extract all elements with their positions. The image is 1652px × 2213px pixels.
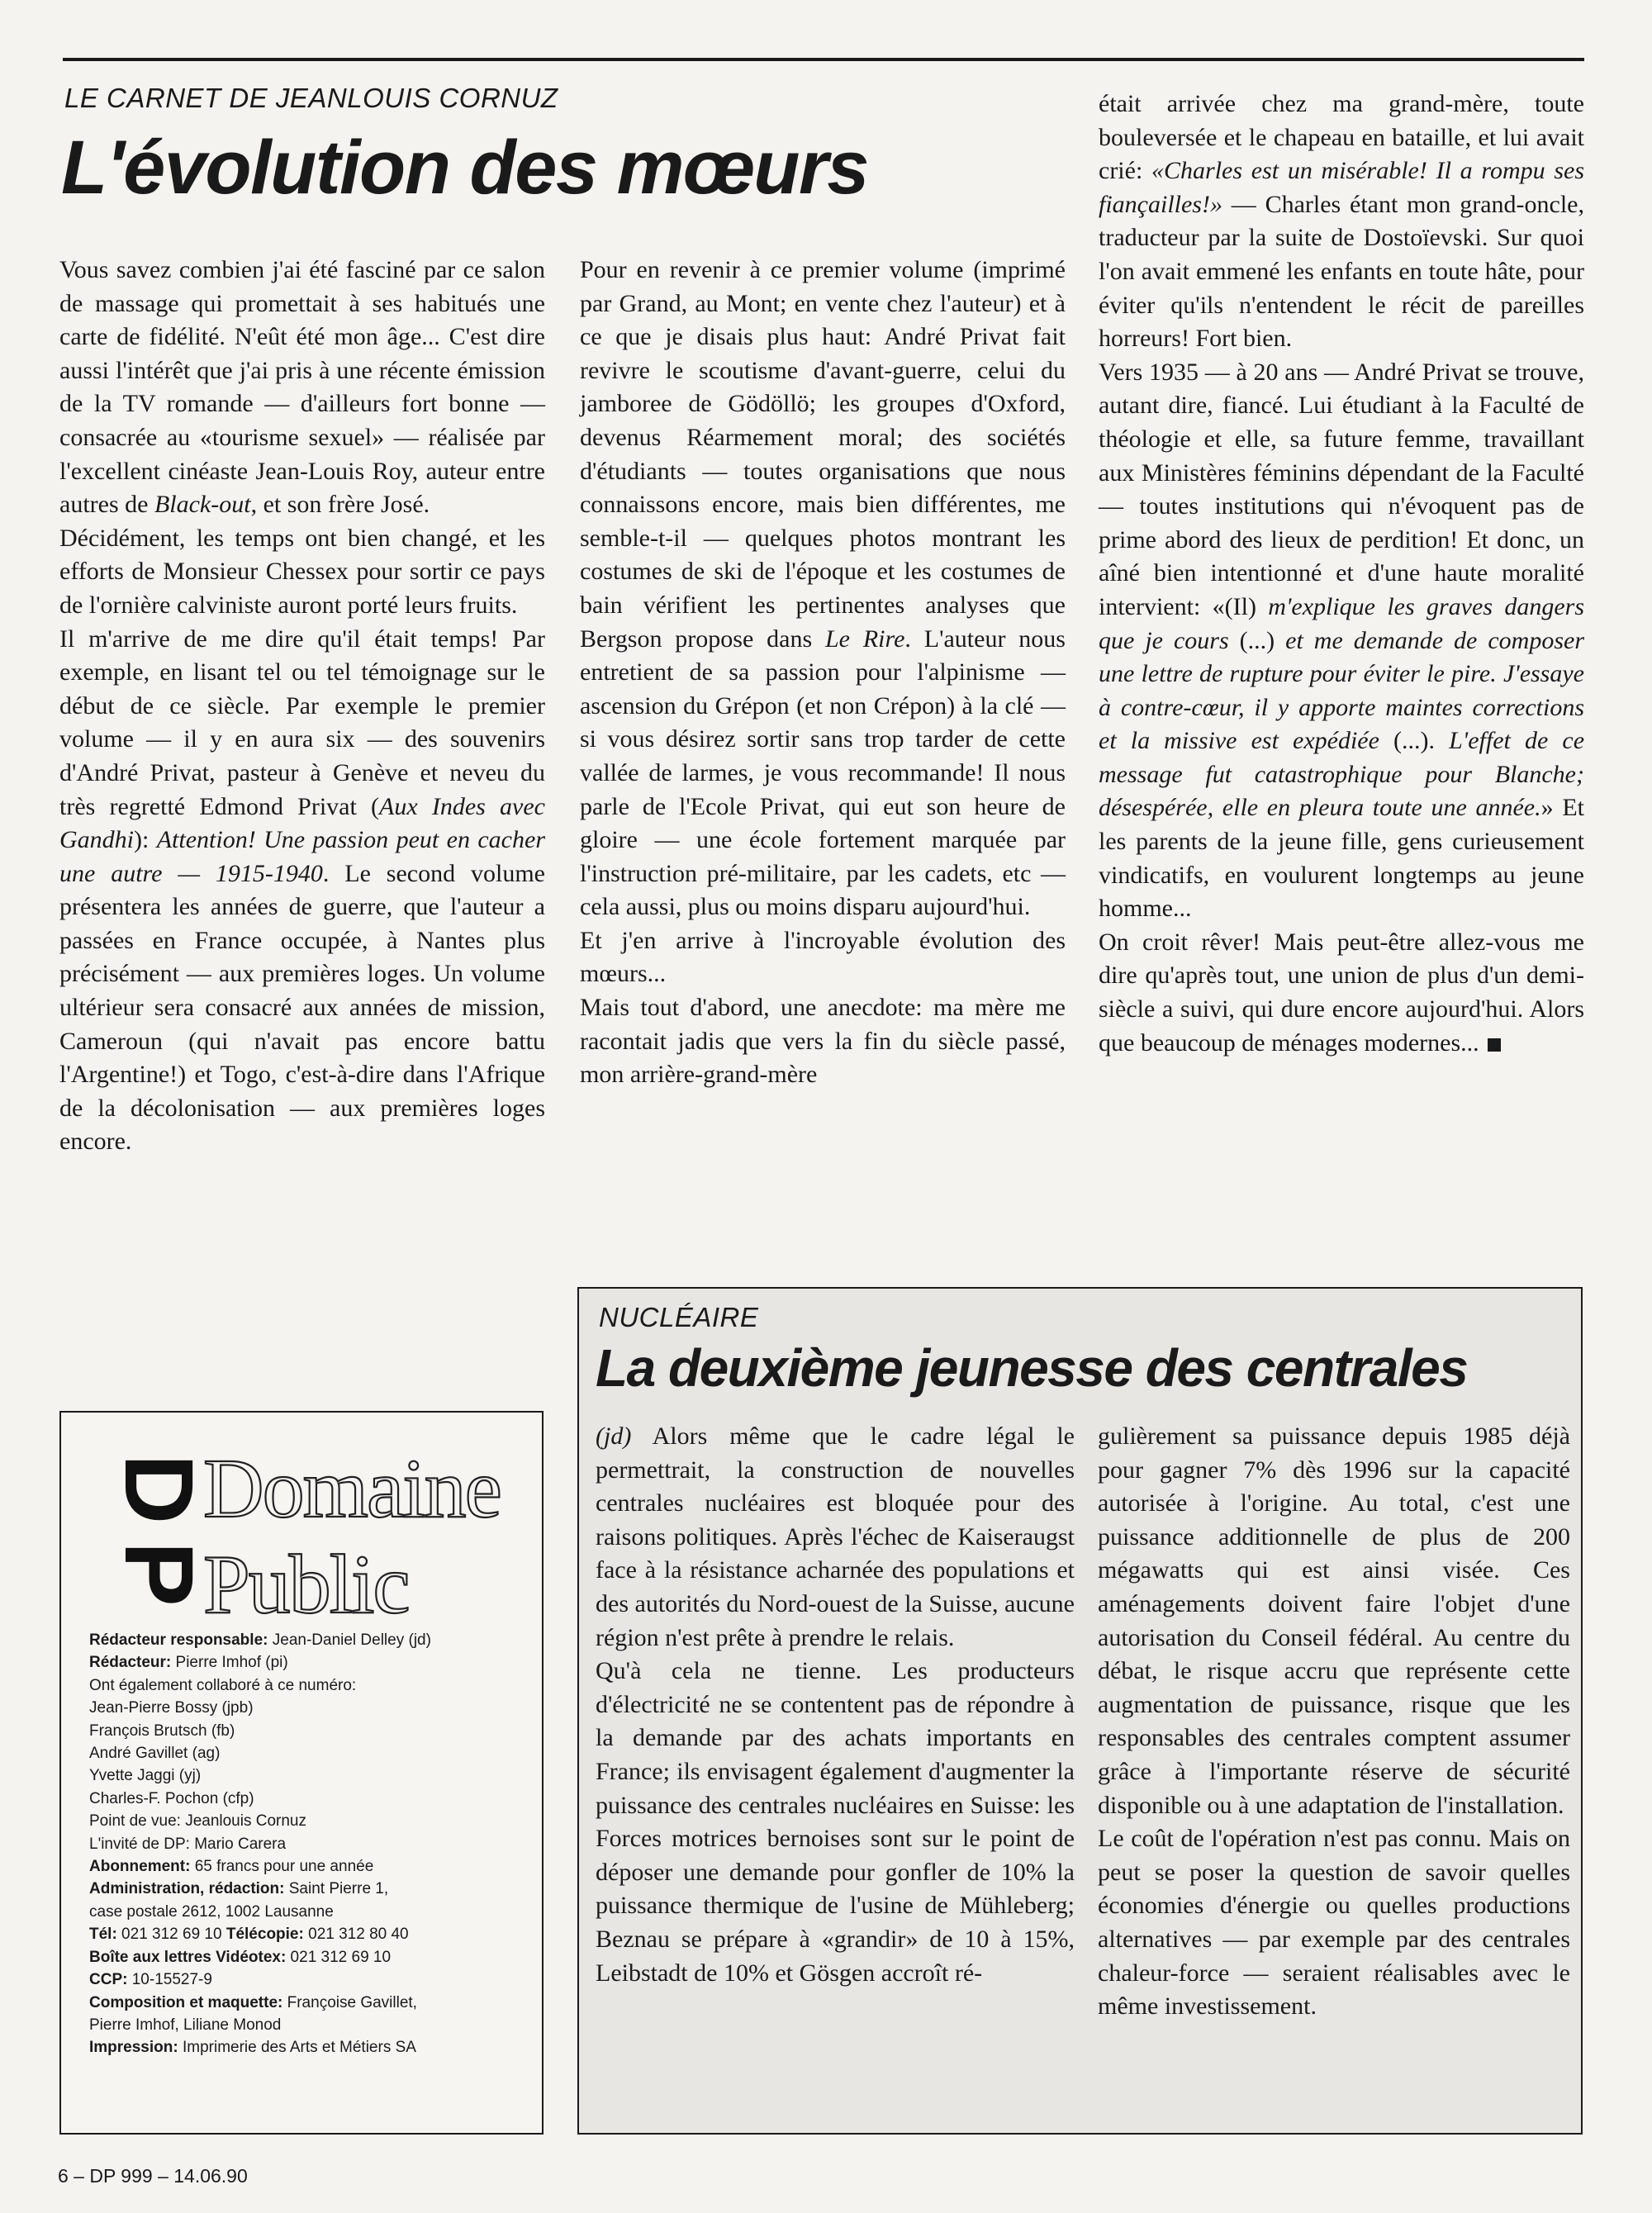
carnet-column-3 <box>1099 88 1584 1060</box>
domaine-public-wordmark <box>202 1434 532 1632</box>
masthead-line: Rédacteur: Pierre Imhof (pi) <box>89 1654 288 1672</box>
paragraph: était arrivée chez ma grand-mère, toute bouleversée et le chapeau en bataille, et lui avait crié: «Charles est un misérable! Il a rompu ses fiançailles!» — Charles étant mon grand-oncle, traducteur par la suite de Dostoïevski. Sur quoi l'on avait emmené les enfants en toute hâte, pour éviter qu'ils n'entendent le récit de pareilles horreurs! Fort bien. <box>1099 90 1585 353</box>
masthead-credits <box>89 1629 519 2059</box>
page-footer: 6 – DP 999 – 14.06.90 <box>58 2165 248 2187</box>
carnet-column-1 <box>59 254 545 1159</box>
masthead-line: André Gavillet (ag) <box>89 1745 221 1763</box>
nucleaire-kicker: NUCLÉAIRE <box>599 1302 759 1332</box>
paragraph: (jd) Alors même que le cadre légal le permettrait, la construction de nouvelles centrales nucléaires est bloquée pour des raisons politiques. Après l'échec de Kaiseraugst face à la résistance acharnée des populations et des autorités du Nord-ouest de la Suisse, aucune région n'est prête à prendre le relais. <box>596 1422 1075 1651</box>
paragraph: Le coût de l'opération n'est pas connu. Mais on peut se poser la question de savoir quelles économies d'énergie ou quelles productions alternatives — par exemple par des centrales chaleur-force — seraient réalisables avec le même investissement. <box>1098 1825 1570 2021</box>
nucleaire-box <box>577 1287 1583 2135</box>
masthead-line: Rédacteur responsable: Jean-Daniel Delley (jd) <box>89 1631 431 1649</box>
masthead-box <box>59 1411 544 2135</box>
end-square-icon <box>1488 1038 1501 1052</box>
nucleaire-column-1 <box>596 1420 1075 1990</box>
masthead-line: Yvette Jaggi (yj) <box>89 1767 202 1785</box>
masthead-line: CCP: 10-15527-9 <box>89 1971 212 1989</box>
masthead-line: Composition et maquette: Françoise Gavillet, <box>89 1993 417 2011</box>
nucleaire-title: La deuxième jeunesse des centrales <box>596 1338 1468 1398</box>
wordmark-public: Public <box>203 1538 409 1631</box>
masthead-line: case postale 2612, 1002 Lausanne <box>89 1902 334 1921</box>
nucleaire-column-2 <box>1098 1420 1570 2024</box>
carnet-column-2 <box>580 254 1066 1092</box>
paragraph: Qu'à cela ne tienne. Les producteurs d'électricité ne se contentent pas de répondre à la demande par des achats importants en France; ils envisagent également d'augmenter la puissance des centrales nucléaires en Suisse: les Forces motrices bernoises sont sur le point de déposer une demande pour gonfler de 10% la puissance thermique de l'usine de Mühleberg; Beznau se prépare à «grandir» de 10 à 15%, Leibstadt de 10% et Gösgen accroît ré- <box>596 1657 1075 1987</box>
paragraph: Vers 1935 — à 20 ans — André Privat se trouve, autant dire, fiancé. Lui étudiant à la Faculté de théologie et elle, sa future femme, travaillant aux Ministères féminins dépendant de la Faculté — toutes institutions qui n'évoquent pas de prime abord des lieux de perdition! Et donc, un aîné bien intentionné et d'une haute moralité intervient: «(Il) m'explique les graves dangers que je cours (...) et me demande de composer une lettre de rupture pour éviter le pire. J'essaye à contre-cœur, il y apporte maintes corrections et la missive est expédiée (...). L'effet de ce message fut catastrophique pour Blanche; désespérée, elle en pleura toute une année.» Et les parents de la jeune fille, gens curieusement vindicatifs, en voulurent longtemps au jeune homme... <box>1099 358 1585 923</box>
carnet-kicker: LE CARNET DE JEANLOUIS CORNUZ <box>64 83 558 113</box>
paragraph: On croit rêver! Mais peut-être allez-vous me dire qu'après tout, une union de plus d'un demi-siècle a suivi, qui dure encore aujourd'hui. Alors que beaucoup de ménages modernes... <box>1099 928 1584 1057</box>
dp-logo <box>81 1436 213 1622</box>
masthead-line: François Brutsch (fb) <box>89 1721 235 1740</box>
dp-letter-p: P <box>104 1541 213 1607</box>
masthead-line: Pierre Imhof, Liliane Monod <box>89 2016 282 2034</box>
paragraph: Vous savez combien j'ai été fasciné par ce salon de massage qui promettait à ses habitués une carte de fidélité. N'eût été mon âge... C'est dire aussi l'intérêt que j'ai pris à une récente émission de la TV romande — d'ailleurs fort bonne — consacrée au «tourisme sexuel» — réalisée par l'excellent cinéaste Jean-Louis Roy, auteur entre autres de Black-out, et son frère José. <box>59 256 545 519</box>
carnet-title: L'évolution des mœurs <box>61 126 868 210</box>
dp-letter-d: D <box>104 1454 213 1525</box>
paragraph: Et j'en arrive à l'incroyable évolution des mœurs... <box>580 926 1066 988</box>
paragraph: gulièrement sa puissance depuis 1985 déjà pour gagner 7% dès 1996 sur la capacité autorisée à l'origine. Au total, c'est une puissance additionnelle de plus de 200 mégawatts qui est ainsi visée. Ces aménagements doivent faire l'objet d'une autorisation du Conseil fédéral. Au centre du débat, le risque accru que représente cette augmentation de puissance, risque que les responsables des centrales comptent assumer grâce à l'importante réserve de sécurité disponible ou à une adaptation de l'installation. <box>1098 1422 1570 1819</box>
paragraph: Il m'arrive de me dire qu'il était temps! Par exemple, en lisant tel ou tel témoignage sur le début de ce siècle. Par exemple le premier volume — il y en aura six — des souvenirs d'André Privat, pasteur à Genève et neveu du très regretté Edmond Privat (Aux Indes avec Gandhi): Attention! Une passion peut en cacher une autre — 1915-1940. Le second volume présentera les années de guerre, que l'auteur a passées en France occupée, à Nantes plus précisément — aux premières loges. Un volume ultérieur sera consacré aux années de mission, Cameroun (qui n'avait pas encore battu l'Argentine!) et Togo, c'est-à-dire dans l'Afrique de la décolonisation — aux premières loges encore. <box>59 624 545 1156</box>
paragraph: Pour en revenir à ce premier volume (imprimé par Grand, au Mont; en vente chez l'auteur) et à ce que je disais plus haut: André Privat fait revivre le scoutisme d'avant-guerre, celui du jamboree de Gödöllö; les groupes d'Oxford, devenus Réarmement moral; des sociétés d'étudiants — toutes organisations que nous connaissons encore, mais bien différentes, me semble-t-il — quelques photos montrant les costumes de ski de l'époque et les costumes de bain vérifient les pertinentes analyses que Bergson propose dans Le Rire. L'auteur nous entretient de sa passion pour l'alpinisme — ascension du Grépon (et non Crépon) à la clé — si vous désirez sortir sans trop tarder de cette vallée de larmes, je vous recommande! Il nous parle de l'Ecole Privat, qui eut son heure de gloire — une école fortement marquée par l'instruction pré-militaire, par les cadets, etc — cela aussi, plus ou moins disparu aujourd'hui. <box>580 256 1066 921</box>
top-rule <box>63 58 1584 61</box>
masthead-line: Point de vue: Jeanlouis Cornuz <box>89 1812 306 1831</box>
paragraph: Décidément, les temps ont bien changé, et les efforts de Monsieur Chessex pour sortir ce pays de l'ornière calviniste auront porté leurs fruits. <box>59 524 545 619</box>
masthead-line: Charles-F. Pochon (cfp) <box>89 1789 254 1807</box>
masthead-line: Abonnement: 65 francs pour une année <box>89 1858 374 1876</box>
masthead-line: Tél: 021 312 69 10 Télécopie: 021 312 80 40 <box>89 1926 409 1944</box>
wordmark-domaine: Domaine <box>203 1442 501 1536</box>
paragraph: Mais tout d'abord, une anecdote: ma mère me racontait jadis que vers la fin du siècle passé, mon arrière-grand-mère <box>580 994 1066 1089</box>
masthead-line: Administration, rédaction: Saint Pierre 1, <box>89 1880 389 1898</box>
masthead-line: Boîte aux lettres Vidéotex: 021 312 69 10 <box>89 1948 392 1966</box>
masthead-line: Jean-Pierre Bossy (jpb) <box>89 1699 254 1717</box>
masthead-line: Ont également collaboré à ce numéro: <box>89 1676 357 1694</box>
masthead-line: Impression: Imprimerie des Arts et Métiers SA <box>89 2039 416 2057</box>
masthead-line: L'invité de DP: Mario Carera <box>89 1835 287 1853</box>
